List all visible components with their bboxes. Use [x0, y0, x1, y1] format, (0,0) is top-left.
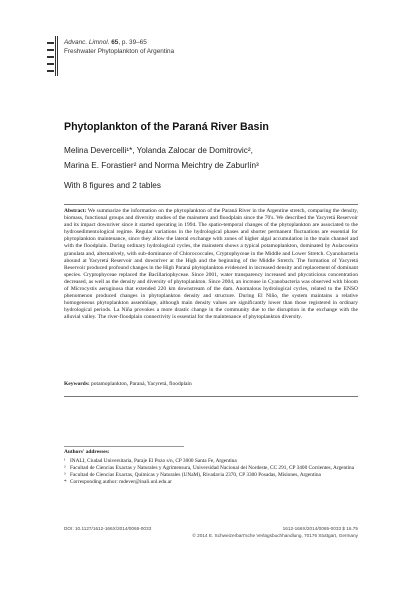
- affiliation-item: ² Facultad de Ciencias Exactas y Naturales y Agrimensura, Universidad Nacional del Nordeste, CC 291, CP 3400 Corrientes, Argentina: [64, 464, 355, 471]
- abstract-text: We summarize the information on the phytoplankton of the Paraná River in the Argentine stretch, comparing the density, biomass, functional groups and diversity studies of the mainstem and floodplain since the 70's. We described the Yacyretá Reservoir and its impact downriver since it started operating in 1994. The spatio-temporal changes of the phytoplankton are associated to the hydrosedimentological regime. Regular variations in the hydrological phases and shorter permanent fluctuations are essential for phytoplankton maintenance, since they allow the lateral exchange with zones of higher algal accumulation in the main channel and with the floodplain. During ordinary hydrological cycles, the mainstem shows a typical potamoplankton, dominated by Aulacoseira granulata and, alternatively, with sub-dominance of Chlorococcales, Cryptophyceae in the Middle and Lower Stretch. Cyanobacteria abound at Yacyretá Reservoir and downriver at the High and the beginning of the Middle Stretch. The formation of Yacyretá Reservoir produced profound changes in the High Paraná phytoplankton evidenced in increased density and replacement of dominant species. Cryptophyceae replaced the Bacillariophyceae. Since 2001, water transparency increased and phycoticious concentration decreased, as well as the density and diversity of phytoplankton. Since 2004, an increase in Cyanobacteria was observed with bloom of Microcystis aeruginosa that extended 220 km downstream of the dam. Anomalous hydrological cycles, related to the ENSO phenomenon produced changes in phytoplankton density and structure. During El Niño, the system maintains a relative homogeneous phytoplankton assemblage, although main density values are significantly lower than those registered in ordinary hydrological periods. La Niña provokes a more drastic change in the community due to the disruption in the exchange with the alluvial valley. The river-floodplain connectivity is essential for the maintenance of phytoplankton diversity.: [64, 208, 358, 321]
- abstract: [64, 208, 358, 322]
- author-line-1: Melina Devercelli¹*, Yolanda Zalocar de Domitrovic²,: [64, 146, 253, 155]
- author-line-2: Marina E. Forastier² and Norma Meichtry de Zaburlín³: [64, 161, 259, 170]
- affiliation-item: ³ Facultad de Ciencias Exactas, Químicas y Naturales (UNaM), Rivadavia 2370, CP 3300 Posadas, Misiones, Argentina: [64, 471, 321, 478]
- journal-volume: 65: [111, 39, 119, 46]
- copyright-text: © 2014 E. Schweizerbart'sche Verlagsbuchhandlung, 70176 Stuttgart, Germany: [192, 533, 358, 538]
- affiliation-item: ¹ INALI, Ciudad Universitaria, Paraje El Pozo s/n, CP 3000 Santa Fe, Argentina: [64, 458, 237, 464]
- paper-title: Phytoplankton of the Paraná River Basin: [64, 121, 269, 133]
- journal-name: Advanc. Limnol.: [64, 39, 110, 46]
- keywords: [64, 381, 358, 388]
- journal-pages: , p. 39–65: [118, 39, 147, 46]
- corresponding-author: * Corresponding author: mdever@inali.unl.edu.ar: [64, 478, 172, 485]
- footnote-rule: [64, 446, 184, 447]
- publisher-logo-icon: [44, 36, 58, 76]
- journal-header: [64, 38, 174, 56]
- doi-text: DOI: 10.1127/1612-166X/2014/0065-0033: [64, 526, 152, 531]
- abstract-top-rule: [64, 204, 358, 205]
- keywords-label: Keywords:: [64, 381, 90, 387]
- journal-series: Freshwater Phytoplankton of Argentina: [64, 48, 175, 55]
- abstract-bottom-rule: [64, 396, 358, 397]
- page-footer: [64, 525, 358, 539]
- abstract-label: Abstract:: [64, 208, 87, 214]
- addresses-label: Authors' addresses:: [64, 449, 110, 455]
- figures-note: With 8 figures and 2 tables: [64, 181, 161, 190]
- author-list: [64, 143, 384, 173]
- keywords-text: potamoplankton, Paraná, Yacyretá, floodplain: [89, 381, 192, 387]
- affiliations-list: [64, 458, 358, 486]
- issn-text: 1612-166X/2014/0065-0033 $ 16.75: [282, 526, 358, 531]
